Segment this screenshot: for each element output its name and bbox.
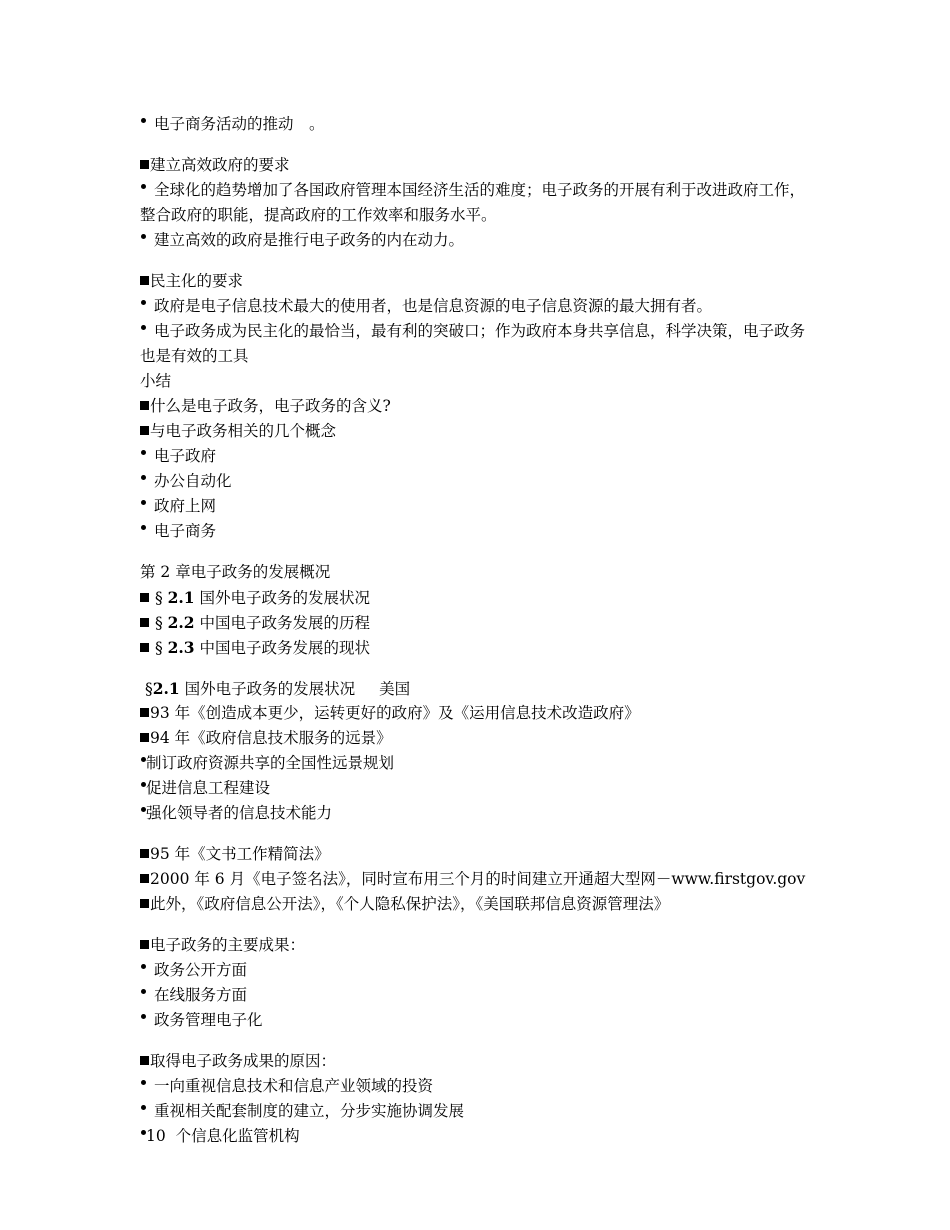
list-item: 政务公开方面 (154, 961, 248, 979)
chapter-title: 第 2 章电子政务的发展概况 (140, 563, 331, 581)
square-bullet-icon (140, 401, 149, 410)
square-bullet-icon (140, 643, 149, 652)
timeline-item: 此外，《政府信息公开法》，《个人隐私保护法》，《美国联邦信息资源管理法》 (140, 892, 820, 917)
toc-entry: § 2.2 中国电子政务发展的历程 (140, 610, 820, 635)
list-item: 促进信息工程建设 (146, 779, 271, 797)
timeline-item: 2000 年 6 月《电子签名法》，同时宣布用三个月的时间建立开通超大型网－www.firstgov.gov (140, 867, 820, 892)
section-heading: 建立高效政府的要求 (140, 153, 820, 178)
timeline-item: 95 年《文书工作精简法》 (140, 842, 820, 867)
summary-question: 与电子政务相关的几个概念 (140, 419, 820, 444)
square-bullet-icon (140, 874, 149, 883)
section-title: §2.1 国外电子政务的发展状况 美国 (144, 679, 411, 698)
list-item: 一向重视信息技术和信息产业领域的投资 (154, 1077, 434, 1095)
square-bullet-icon (140, 276, 149, 285)
list-item: 政务管理电子化 (154, 1011, 263, 1029)
square-bullet-icon (140, 849, 149, 858)
toc-entry: § 2.1 国外电子政务的发展状况 (140, 585, 820, 610)
square-bullet-icon (140, 160, 149, 169)
bullet-item: 电子商务活动的推动 。 (154, 115, 325, 133)
bullet-item: 电子政务成为民主化的最恰当，最有利的突破口；作为政府本身共享信息，科学决策，电子政务也是有效的工具 (140, 322, 806, 365)
list-item: 制订政府资源共享的全国性远景规划 (146, 754, 395, 772)
square-bullet-icon (140, 1056, 149, 1065)
bullet-item: 建立高效的政府是推行电子政务的内在动力。 (154, 231, 465, 249)
section-heading: 电子政务的主要成果： (140, 933, 820, 958)
summary-title: 小结 (140, 372, 172, 390)
summary-question: 什么是电子政务，电子政务的含义? (140, 394, 820, 419)
list-item: 强化领导者的信息技术能力 (146, 804, 333, 822)
list-item: 办公自动化 (154, 472, 232, 490)
toc-entry: § 2.3 中国电子政务发展的现状 (140, 635, 820, 660)
bullet-item: 政府是电子信息技术最大的使用者，也是信息资源的电子信息资源的最大拥有者。 (154, 297, 713, 315)
document-page (140, 112, 820, 1149)
square-bullet-icon (140, 733, 149, 742)
list-item: 重视相关配套制度的建立，分步实施协调发展 (154, 1102, 465, 1120)
timeline-item: 94 年《政府信息技术服务的远景》 (140, 726, 820, 751)
list-item: 电子商务 (154, 522, 217, 540)
square-bullet-icon (140, 593, 149, 602)
square-bullet-icon (140, 708, 149, 717)
list-item: 电子政府 (154, 447, 217, 465)
list-item: 10 个信息化监管机构 (146, 1127, 300, 1145)
timeline-item: 93 年《创造成本更少，运转更好的政府》及《运用信息技术改造政府》 (140, 701, 820, 726)
list-item: 在线服务方面 (154, 986, 248, 1004)
square-bullet-icon (140, 426, 149, 435)
bullet-item: 全球化的趋势增加了各国政府管理本国经济生活的难度；电子政务的开展有利于改进政府工作，整合政府的职能，提高政府的工作效率和服务水平。 (140, 181, 806, 224)
square-bullet-icon (140, 618, 149, 627)
section-heading: 民主化的要求 (140, 269, 820, 294)
list-item: 政府上网 (154, 497, 217, 515)
square-bullet-icon (140, 899, 149, 908)
square-bullet-icon (140, 940, 149, 949)
section-heading: 取得电子政务成果的原因： (140, 1049, 820, 1074)
